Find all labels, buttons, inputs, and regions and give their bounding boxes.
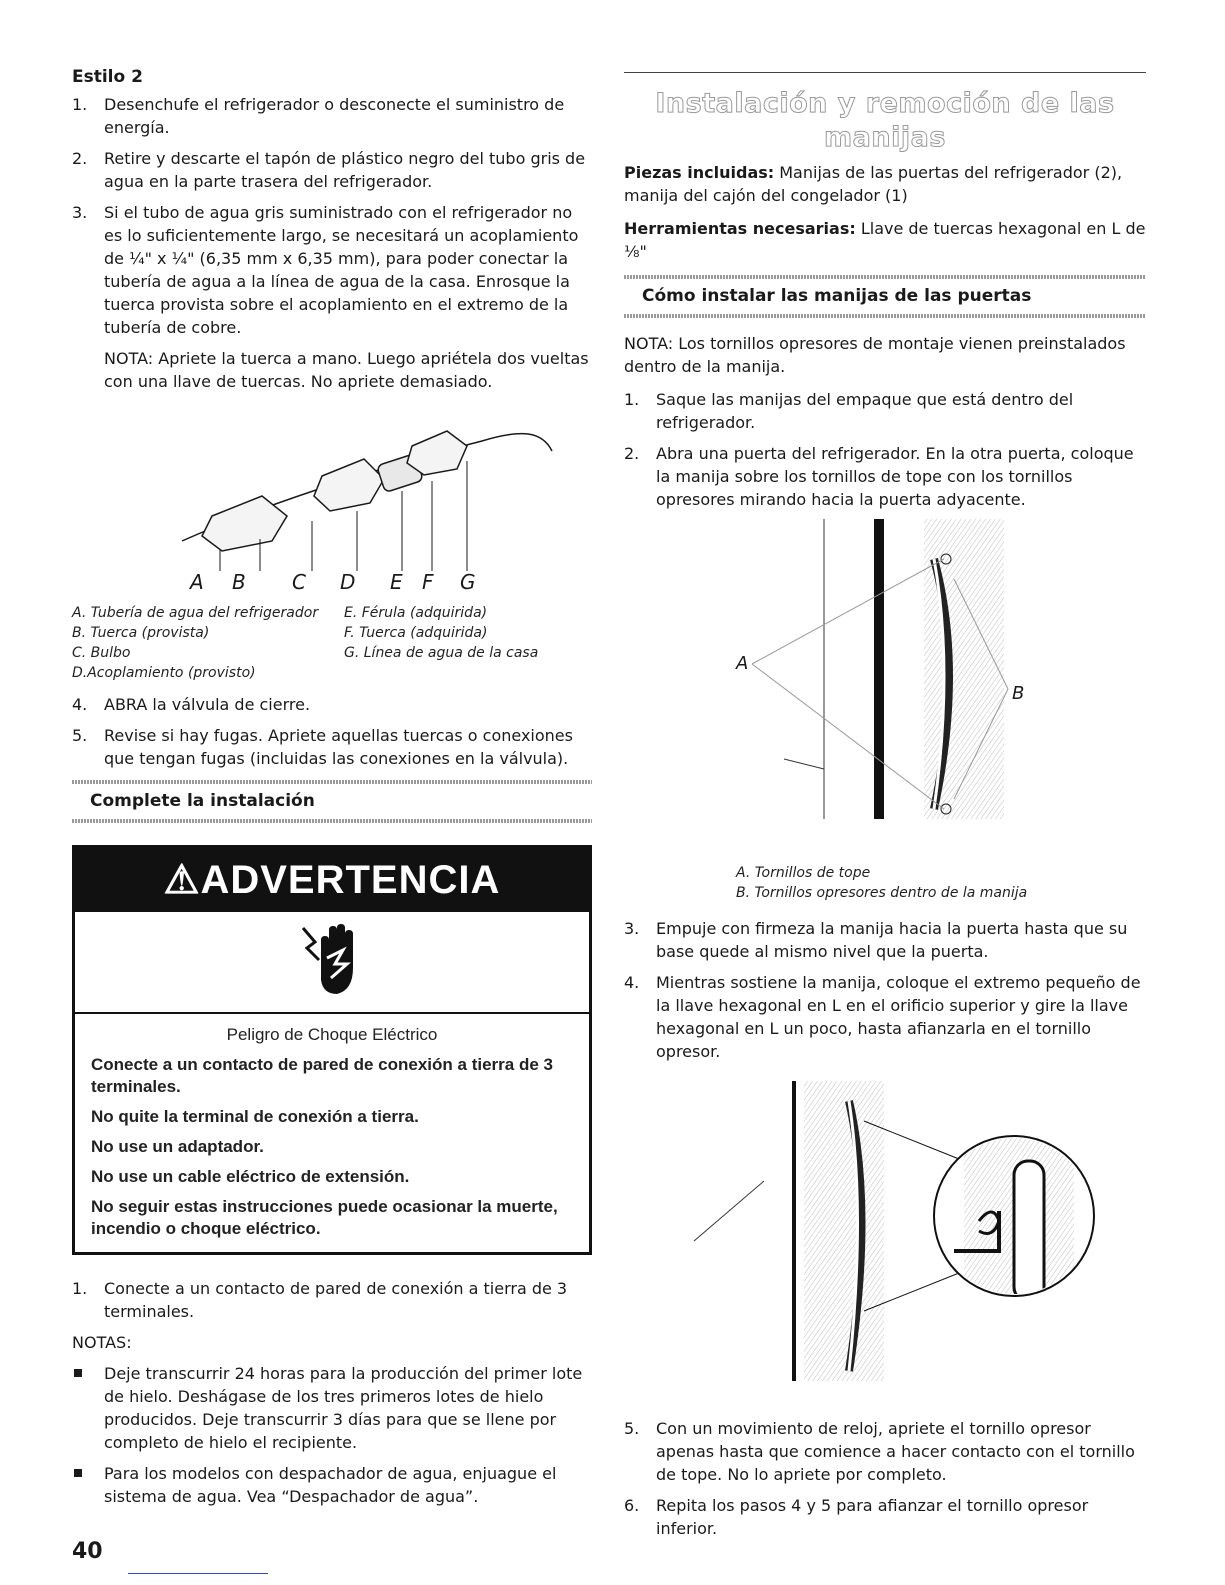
- caption-item: G. Línea de agua de la casa: [344, 645, 539, 661]
- list-item: [72, 724, 592, 770]
- note-text: Los tornillos opresores de montaje vienen preinstalados dentro de la manija.: [624, 334, 1126, 376]
- caption-item: B. Tuerca (provista): [72, 625, 210, 641]
- step-text: Empuje con firmeza la manija hacia la puerta hasta que su base quede al mismo nivel que la puerta.: [656, 919, 1128, 961]
- right-column: [624, 66, 1146, 1548]
- diagram-label-d: D: [340, 570, 356, 591]
- list-item: [624, 442, 1146, 511]
- subheading: Cómo instalar las manijas de las puertas: [642, 286, 1032, 306]
- step-text: Abra una puerta del refrigerador. En la otra puerta, coloque la manija sobre los tornillos de tope con los tornillos opresores mirando hacia la puerta adyacente.: [656, 444, 1134, 509]
- caption-item: D.Acoplamiento (provisto): [72, 665, 256, 681]
- step-number: 1.: [72, 95, 88, 114]
- complete-heading: Complete la instalación: [90, 791, 315, 811]
- note-label: NOTA:: [624, 334, 674, 353]
- warning-box: [72, 845, 592, 1255]
- section-title: Instalación y remoción de las manijas: [655, 88, 1115, 153]
- step-number: 1.: [624, 390, 640, 409]
- bullet-text: Deje transcurrir 24 horas para la producción del primer lote de hielo. Deshágase de los tres primeros lotes de hielo producidos. Deje transcurrir 3 días para que se llene por completo de hielo el recipiente.: [104, 1364, 583, 1452]
- diagram-label-c: C: [292, 570, 306, 591]
- diagram-label-e: E: [390, 570, 403, 591]
- notes-label: NOTAS:: [72, 1333, 132, 1352]
- note: [72, 347, 592, 393]
- step-text: Con un movimiento de reloj, apriete el tornillo opresor apenas hasta que comience a hacer contacto con el tornillo de tope. No lo apriete por completo.: [656, 1419, 1135, 1484]
- list-item: [72, 693, 592, 716]
- step-number: 2.: [624, 444, 640, 463]
- parts-label: Piezas incluidas:: [624, 163, 775, 182]
- list-item: [72, 201, 592, 339]
- captions-col-left: [72, 603, 320, 683]
- nut-f-shape: [407, 431, 467, 475]
- divider: [72, 819, 592, 823]
- step-number: 3.: [72, 203, 88, 222]
- step-number: 4.: [624, 973, 640, 992]
- caption-item: C. Bulbo: [72, 645, 131, 661]
- fitting-diagram: [72, 401, 592, 591]
- step-number: 5.: [624, 1419, 640, 1438]
- caption-item: A. Tubería de agua del refrigerador: [72, 605, 319, 621]
- notes-list: [72, 1362, 592, 1508]
- note: [624, 332, 1146, 378]
- figure-label-b: B: [1012, 683, 1025, 704]
- divider: [624, 314, 1146, 318]
- parts-paragraph: [624, 161, 1146, 207]
- page-number: 40: [72, 1539, 103, 1564]
- step-text: ABRA la válvula de cierre.: [104, 695, 311, 714]
- left-column: [72, 66, 592, 1516]
- caption-item: F. Tuerca (adquirida): [344, 625, 488, 641]
- figure-label-a: A: [736, 653, 749, 674]
- tools-text: Llave de tuercas hexagonal en L de ⅛": [624, 219, 1146, 261]
- note-text: Apriete la tuerca a mano. Luego apriétela dos vueltas con una llave de tuercas. No apriete demasiado.: [104, 349, 589, 391]
- note-label: NOTA:: [104, 349, 154, 368]
- list-item: [72, 1362, 592, 1454]
- step-text: Conecte a un contacto de pared de conexión a tierra de 3 terminales.: [104, 1279, 568, 1321]
- tools-paragraph: [624, 217, 1146, 263]
- step-text: Saque las manijas del empaque que está dentro del refrigerador.: [656, 390, 1074, 432]
- figure-captions: [624, 863, 1146, 903]
- list-item: [624, 1417, 1146, 1486]
- step-number: 2.: [72, 149, 88, 168]
- bullet-square-icon: [74, 1369, 82, 1377]
- step-text: Repita los pasos 4 y 5 para afianzar el tornillo opresor inferior.: [656, 1496, 1089, 1538]
- list-item: [72, 93, 592, 139]
- warning-line: No quite la terminal de conexión a tierra.: [91, 1107, 419, 1126]
- list-item: [624, 1494, 1146, 1540]
- warning-line: Conecte a un contacto de pared de conexión a tierra de 3 terminales.: [91, 1055, 553, 1096]
- list-item: [624, 917, 1146, 963]
- footer-rule: [128, 1573, 268, 1574]
- bullet-square-icon: [74, 1469, 82, 1477]
- list-item: [72, 1462, 592, 1508]
- steps-list: [72, 93, 592, 339]
- steps-list-continued: [72, 693, 592, 770]
- caption-item: A. Tornillos de tope: [736, 865, 871, 881]
- captions-col-right: [344, 603, 592, 683]
- diagram-label-g: G: [460, 570, 476, 591]
- steps-list-continued: [624, 917, 1146, 1063]
- shock-hazard-icon: [75, 912, 589, 1012]
- list-item: [72, 147, 592, 193]
- caption-item: E. Férula (adquirida): [344, 605, 488, 621]
- coupling-shape: [314, 459, 384, 511]
- warning-line: No use un cable eléctrico de extensión.: [91, 1167, 410, 1186]
- step-number: 6.: [624, 1496, 640, 1515]
- diagram-label-f: F: [422, 570, 434, 591]
- warning-triangle-icon: ⚠: [163, 858, 201, 902]
- hex-key-figure: [624, 1071, 1146, 1401]
- warning-line: No use un adaptador.: [91, 1137, 264, 1156]
- list-item: [72, 1277, 592, 1323]
- steps-list: [624, 388, 1146, 511]
- step-number: 3.: [624, 919, 640, 938]
- step-text: Mientras sostiene la manija, coloque el extremo pequeño de la llave hexagonal en L en el orificio superior y gire la llave hexagonal en L un poco, hasta afianzarla en el tornillo opresor.: [656, 973, 1141, 1061]
- warning-title: ADVERTENCIA: [200, 858, 501, 902]
- warning-line: No seguir estas instrucciones puede ocasionar la muerte, incendio o choque eléctrico.: [91, 1197, 558, 1238]
- handle-installation-figure: [624, 519, 1146, 849]
- warning-body: [75, 1012, 589, 1252]
- step-text: Si el tubo de agua gris suministrado con el refrigerador no es lo suficientemente largo, se necesitará un acoplamiento de ¼" x ¼" (6,35 mm x 6,35 mm), para poder conectar la tubería de agua a la línea de agua de la casa. Enrosque la tuerca provista sobre el acoplamiento en el extremo de la tubería de cobre.: [104, 203, 579, 337]
- list-item: [624, 971, 1146, 1063]
- bullet-text: Para los modelos con despachador de agua, enjuague el sistema de agua. Vea “Despachador de agua”.: [104, 1464, 557, 1506]
- style-heading: Estilo 2: [72, 67, 143, 87]
- step-text: Retire y descarte el tapón de plástico negro del tubo gris de agua en la parte trasera del refrigerador.: [104, 149, 586, 191]
- tools-label: Herramientas necesarias:: [624, 219, 856, 238]
- parts-text: Manijas de las puertas del refrigerador (2), manija del cajón del congelador (1): [624, 163, 1123, 205]
- diagram-label-b: B: [232, 570, 246, 591]
- diagram-label-a: A: [190, 570, 204, 591]
- step-number: 5.: [72, 726, 88, 745]
- list-item: [624, 388, 1146, 434]
- step-number: 1.: [72, 1279, 88, 1298]
- step-text: Desenchufe el refrigerador o desconecte el suministro de energía.: [104, 95, 565, 137]
- step-number: 4.: [72, 695, 88, 714]
- step-text: Revise si hay fugas. Apriete aquellas tuercas o conexiones que tengan fugas (incluidas las conexiones en la válvula).: [104, 726, 573, 768]
- warning-title-bar: [75, 848, 589, 912]
- caption-item: B. Tornillos opresores dentro de la manija: [736, 885, 1028, 901]
- final-steps: [624, 1417, 1146, 1540]
- diagram-captions: [72, 603, 592, 683]
- hazard-title: Peligro de Choque Eléctrico: [226, 1025, 438, 1044]
- final-steps: [72, 1277, 592, 1323]
- top-rule: [624, 72, 1146, 73]
